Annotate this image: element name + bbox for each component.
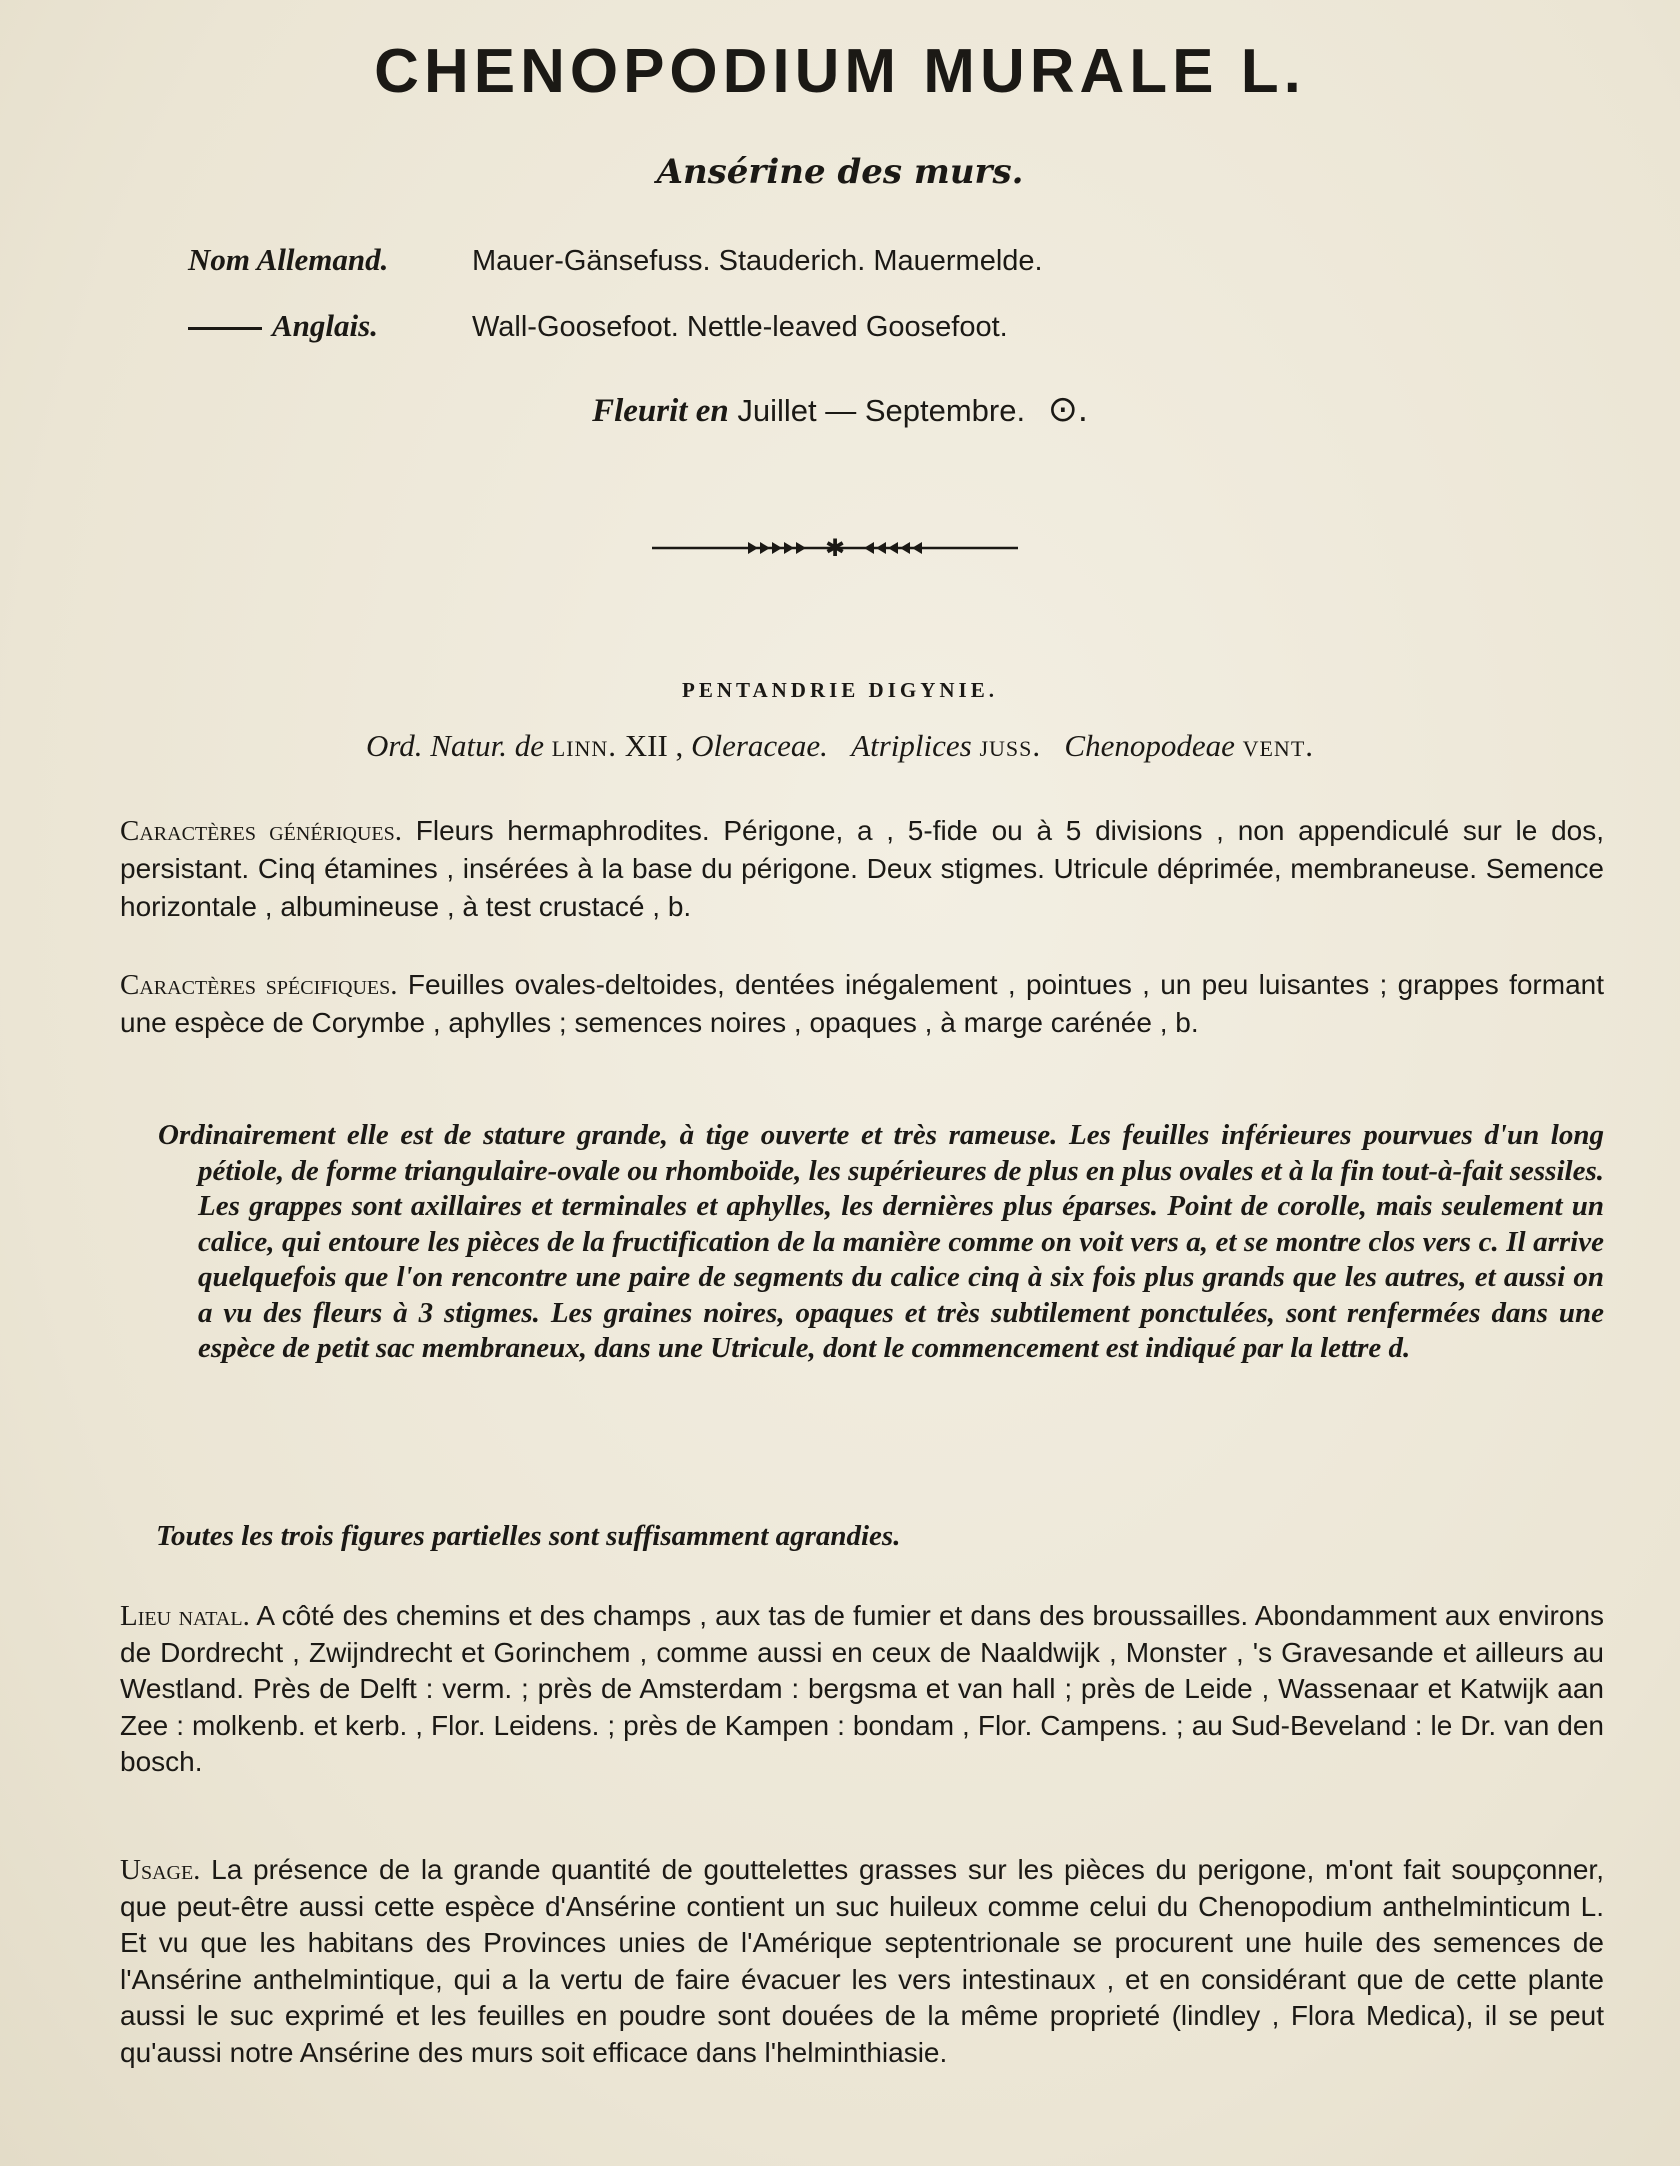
order-number: XII ,: [624, 728, 684, 763]
habitat-heading: Lieu natal.: [120, 1600, 250, 1632]
order-oleraceae: Oleraceae.: [691, 728, 828, 763]
habitat-text: A côté des chemins et des champs , aux tas de fumier et dans des broussailles. Abondamment aux environs de Dordrecht , Zwijndrecht et Gorinchem , comme aussi en ceux de Naaldwijk , Monster , 's Gravesande et ailleurs au Westland. Près de Delft : verm. ; près de Amsterdam : bergsma et van hall ; près de Leide , Wassenaar et Katwijk aan Zee : molkenb. et kerb. , Flor. Leidens. ; près de Kampen : bondam , Flor. Campens. ; au Sud-Beveland : le Dr. van den bosch.: [120, 1600, 1605, 1777]
usage: [120, 1852, 1604, 2071]
english-names: Wall-Goosefoot. Nettle-leaved Goosefoot.: [472, 311, 1008, 343]
specific-text: Feuilles ovales-deltoides, dentées inégalement , pointues , un peu luisantes ; grappes formant une espèce de Corymbe , aphylles ; semences noires , opaques , à marge carénée , b.: [120, 969, 1605, 1038]
generic-heading: Caractères génériques.: [120, 815, 403, 847]
habitat: [120, 1598, 1604, 1781]
description: Ordinairement elle est de stature grande, à tige ouverte et très rameuse. Les feuilles inférieures pourvues d'un long pétiole, de forme triangulaire-ovale ou rhomboïde, les supérieures de plus en plus ovales et à la fin tout-à-fait sessiles. Les grappes sont axillaires et terminales et aphylles, les dernières plus éparses. Point de corolle, mais seulement un calice, qui entoure les pièces de la fructification de la manière comme on voit vers a, et se montre clos vers c. Il arrive quelquefois que l'on rencontre une paire de segments du calice cinq à six fois plus grands que les autres, et aussi on a vu des fleurs à 3 stigmes. Les graines noires, opaques et très subtilement ponctulées, sont renfermées dans une espèce de petit sac membraneux, dans une Utricule, dont le commencement est indiqué par la lettre d.: [158, 1119, 1604, 1364]
natural-order-line: [0, 728, 1680, 764]
order-chenopodeae: Chenopodeae: [1064, 728, 1235, 763]
specific-characters: [120, 966, 1604, 1042]
english-label-wrap: [188, 308, 472, 344]
german-names: Mauer-Gänsefuss. Stauderich. Mauermelde.: [472, 245, 1043, 277]
page-subtitle: Ansérine des murs.: [656, 152, 1024, 192]
order-atriplices: Atriplices: [851, 728, 972, 763]
order-intro: Ord. Natur. de: [365, 728, 544, 763]
generic-characters: [120, 812, 1604, 926]
figures-note: Toutes les trois figures partielles sont suffisamment agrandies.: [156, 1520, 901, 1552]
flowering-period: Juillet — Septembre.: [737, 393, 1026, 428]
annual-symbol-icon: ⊙.: [1047, 388, 1088, 429]
usage-text: La présence de la grande quantité de gouttelettes grasses sur les pièces du perigone, m'ont fait soupçonner, que peut-être aussi cette espèce d'Ansérine contient un suc huileux comme celui du Chenopodium anthelminticum L. Et vu que les habitans des Provinces unies de l'Amérique septentrionale se procurent une huile des semences de l'Ansérine anthelmintique, qui a la vertu de faire évacuer les vers intestinaux , et en considérant que de cette plante aussi le suc exprimé et les feuilles en poudre sont douées de la même proprieté (lindley , Flora Medica), il se peut qu'aussi notre Ansérine des murs soit efficace dans l'helminthiasie.: [120, 1854, 1604, 2068]
german-label: Nom Allemand.: [188, 242, 389, 277]
english-name-row: [188, 308, 1043, 374]
ornament-divider-icon: [652, 536, 1018, 560]
author-juss: juss.: [979, 728, 1042, 763]
german-name-row: [188, 242, 1043, 308]
flowering-line: [0, 388, 1680, 430]
specific-heading: Caractères spécifiques.: [120, 969, 398, 1001]
usage-heading: Usage.: [120, 1854, 201, 1886]
ditto-dash: [188, 327, 262, 330]
common-names: [188, 242, 1043, 374]
english-label: Anglais.: [272, 308, 378, 343]
page-title: CHENOPODIUM MURALE L.: [374, 37, 1306, 106]
linnaean-class: PENTANDRIE DIGYNIE.: [682, 678, 998, 702]
author-linn: linn.: [551, 728, 618, 763]
generic-text: Fleurs hermaphrodites. Périgone, a , 5-fide ou à 5 divisions , non appendiculé sur le dos, persistant. Cinq étamines , insérées à la base du périgone. Deux stigmes. Utricule déprimée, membraneuse. Semence horizontale , albumineuse , à test crustacé , b.: [120, 815, 1604, 922]
flowering-prefix: Fleurit en: [592, 393, 729, 429]
author-vent: vent.: [1242, 728, 1315, 763]
svg-text:✱: ✱: [824, 536, 846, 560]
